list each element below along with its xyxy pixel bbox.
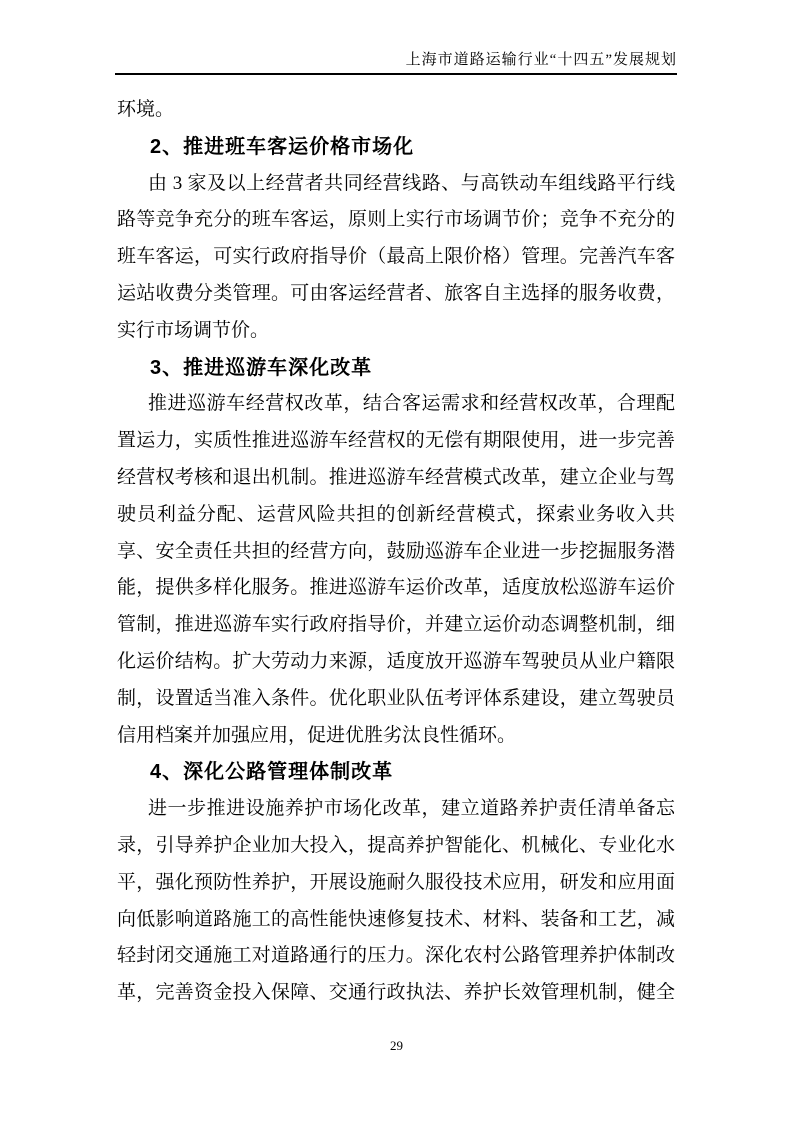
text-line: 革，完善资金投入保障、交通行政执法、养护长效管理机制，健全 <box>117 982 675 1004</box>
section-heading-4: 4、深化公路管理体制改革 <box>150 761 394 784</box>
document-body <box>117 92 675 1012</box>
text-line: 信用档案并加强应用，促进优胜劣汰良性循环。 <box>117 724 517 746</box>
text-line: 平，强化预防性养护，开展设施耐久服役技术应用，研发和应用面 <box>117 871 675 893</box>
text-line: 实行市场调节价。 <box>117 319 270 341</box>
header-rule <box>115 73 677 75</box>
text-line: 路等竞争充分的班车客运，原则上实行市场调节价；竞争不充分的 <box>117 209 675 231</box>
text-line: 进一步推进设施养护市场化改革，建立道路养护责任清单备忘 <box>148 798 675 820</box>
text-line: 环境。 <box>117 99 175 120</box>
text-line: 制，设置适当准入条件。优化职业队伍考评体系建设，建立驾驶员 <box>117 687 675 709</box>
text-line: 运站收费分类管理。可由客运经营者、旅客自主选择的服务收费， <box>117 282 675 304</box>
text-line: 推进巡游车经营权改革，结合客运需求和经营权改革，合理配 <box>148 393 675 415</box>
text-line: 经营权考核和退出机制。推进巡游车经营模式改革，建立企业与驾 <box>117 466 675 488</box>
section-heading-3: 3、推进巡游车深化改革 <box>150 356 373 379</box>
text-line: 班车客运，可实行政府指导价（最高上限价格）管理。完善汽车客 <box>117 246 675 268</box>
text-line: 向低影响道路施工的高性能快速修复技术、材料、装备和工艺，减 <box>117 908 675 930</box>
header-title: 上海市道路运输行业“十四五”发展规划 <box>405 52 677 68</box>
text-line: 能，提供多样化服务。推进巡游车运价改革，适度放松巡游车运价 <box>117 577 675 599</box>
text-line: 驶员利益分配、运营风险共担的创新经营模式，探索业务收入共 <box>117 503 675 525</box>
page-number: 29 <box>390 1038 403 1053</box>
text-line: 享、安全责任共担的经营方向，鼓励巡游车企业进一步挖掘服务潜 <box>117 540 675 562</box>
text-line: 化运价结构。扩大劳动力来源，适度放开巡游车驾驶员从业户籍限 <box>117 650 675 672</box>
text-line: 录，引导养护企业加大投入，提高养护智能化、机械化、专业化水 <box>117 834 675 856</box>
section-heading-2: 2、推进班车客运价格市场化 <box>150 135 415 158</box>
text-line: 轻封闭交通施工对道路通行的压力。深化农村公路管理养护体制改 <box>117 945 675 967</box>
text-line: 由 3 家及以上经营者共同经营线路、与高铁动车组线路平行线 <box>148 172 675 194</box>
text-line: 管制，推进巡游车实行政府指导价，并建立运价动态调整机制，细 <box>117 614 675 636</box>
text-line: 置运力，实质性推进巡游车经营权的无偿有期限使用，进一步完善 <box>117 430 675 452</box>
